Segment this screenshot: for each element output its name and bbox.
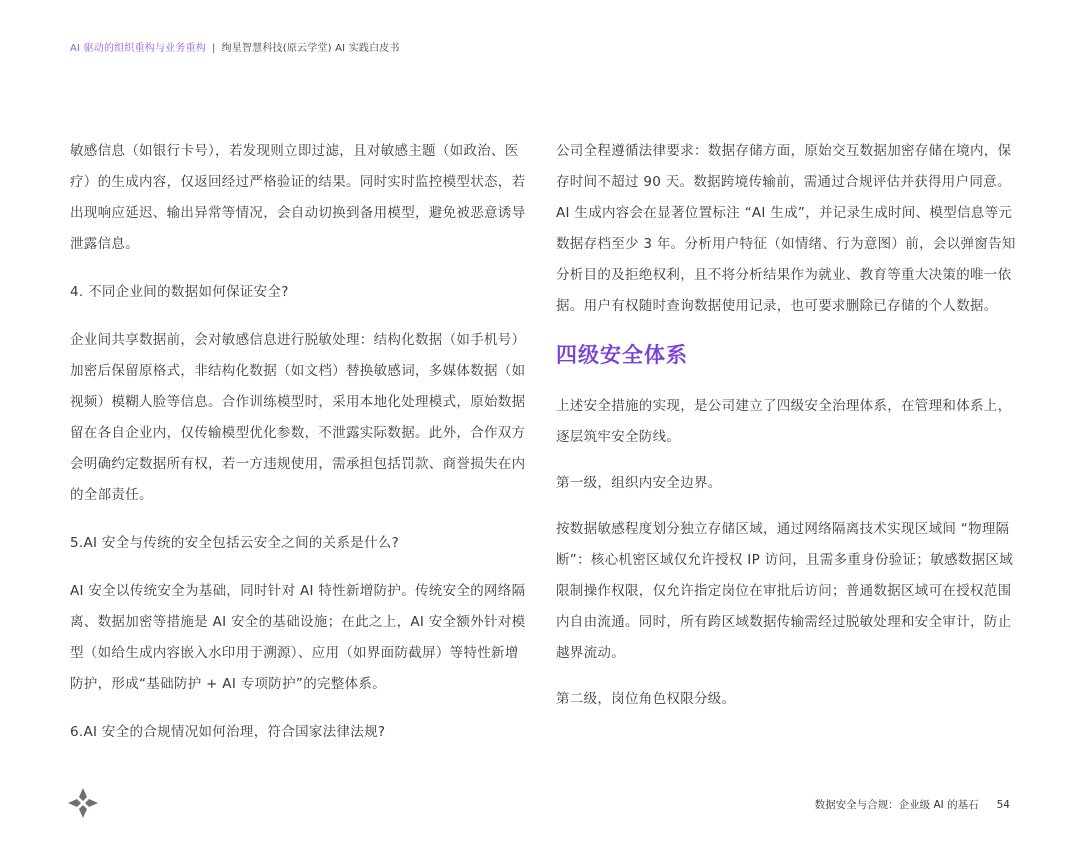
body-paragraph: 按数据敏感程度划分独立存储区域，通过网络隔离技术实现区域间 “物理隔断”：核心机密区域仅允许授权 IP 访问，且需多重身份验证；敏感数据区域限制操作权限，仅允许指定岗位在审批后访问；普通数据区域可在授权范围内自由流通。同时，所有跨区域数据传输需经过脱敏处理和安全审计，防止越界流动。 — [556, 521, 1013, 661]
question-6: 6.AI 安全的合规情况如何治理，符合国家法律法规? — [70, 724, 386, 740]
question-5: 5.AI 安全与传统的安全包括云安全之间的关系是什么? — [70, 535, 400, 551]
answer-4: 企业间共享数据前，会对敏感信息进行脱敏处理：结构化数据（如手机号）加密后保留原格式，非结构化数据（如文档）替换敏感词，多媒体数据（如视频）模糊人脸等信息。合作训练模型时，采用本地化处理模式，原始数据留在各自企业内，仅传输模型优化参数，不泄露实际数据。此外，合作双方会明确约定数据所有权，若一方违规使用，需承担包括罚款、商誉损失在内的全部责任。 — [70, 332, 526, 503]
page-number: 54 — [996, 799, 1010, 811]
body-paragraph: 公司全程遵循法律要求：数据存储方面，原始交互数据加密存储在境内，保存时间不超过 90 天。数据跨境传输前，需通过合规评估并获得用户同意。AI 生成内容会在显著位置标注 “AI 生成”，并记录生成时间、模型信息等元数据存档至少 3 年。分析用户特征（如情绪、行为意图）前，会以弹窗告知分析目的及拒绝权利，且不将分析结果作为就业、教育等重大决策的唯一依据。用户有权随时查询数据使用记录，也可要求删除已存储的个人数据。 — [556, 143, 1016, 314]
body-paragraph: 敏感信息（如银行卡号），若发现则立即过滤，且对敏感主题（如政治、医疗）的生成内容，仅返回经过严格验证的结果。同时实时监控模型状态，若出现响应延迟、输出异常等情况，会自动切换到备用模型，避免被恶意诱导泄露信息。 — [70, 143, 526, 252]
page-footer — [815, 797, 1010, 812]
level-1-title: 第一级，组织内安全边界。 — [556, 475, 722, 491]
header-separator: | — [211, 43, 216, 54]
running-header — [70, 39, 400, 54]
footer-title: 数据安全与合规：企业级 AI 的基石 — [814, 799, 979, 811]
brand-logo-icon — [66, 786, 100, 820]
answer-5: AI 安全以传统安全为基础，同时针对 AI 特性新增防护。传统安全的网络隔离、数据加密等措施是 AI 安全的基础设施；在此之上，AI 安全额外针对模型（如给生成内容嵌入水印用于溯源）、应用（如界面防截屏）等特性新增防护，形成“基础防护 + AI 专项防护”的完整体系。 — [70, 583, 526, 692]
header-document-title: 绚星智慧科技(原云学堂) AI 实践白皮书 — [221, 43, 400, 54]
question-4: 4. 不同企业间的数据如何保证安全? — [70, 284, 289, 300]
section-heading: 四级安全体系 — [556, 343, 688, 367]
right-column — [556, 136, 1016, 715]
left-column — [70, 136, 530, 748]
header-section-title: AI 驱动的组织重构与业务重构 — [70, 43, 206, 54]
level-2-title: 第二级，岗位角色权限分级。 — [556, 691, 736, 707]
body-paragraph: 上述安全措施的实现，是公司建立了四级安全治理体系，在管理和体系上，逐层筑牢安全防线。 — [556, 398, 1012, 445]
